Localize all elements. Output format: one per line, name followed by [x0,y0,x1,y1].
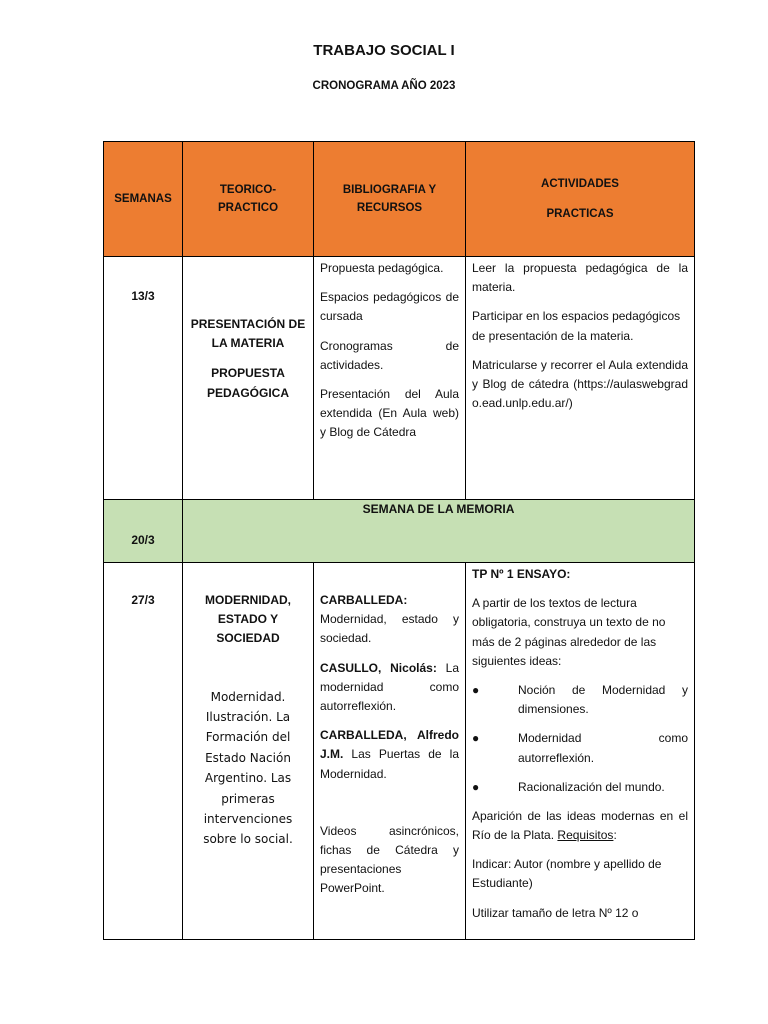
header-biblio-line1: BIBLIOGRAFIA Y [342,183,437,196]
activity-intro: A partir de los textos de lectura obligatoria, construya un texto de no más de 2 páginas alrededor de las siguientes ideas: [472,596,666,668]
requisitos-label: Requisitos [557,828,614,843]
biblio-author: CARBALLEDA, Alfredo J.M. [320,728,459,762]
activity-item: Leer la propuesta pedagógica de la materia. [472,261,688,295]
header-teorico-practico [183,142,314,257]
activity-paragraph [472,807,688,845]
biblio-item [320,659,459,717]
bullet-item [472,778,688,797]
bullet-text: Noción de Modernidad y dimensiones. [518,682,688,717]
biblio-item: Presentación del Aula extendida (En Aula web) y Blog de Cátedra [320,386,459,440]
table-row [104,257,695,500]
bullet-item [472,681,688,719]
biblio-item [320,591,459,649]
topic-line: MODERNIDAD, [205,593,291,607]
activities-cell [466,257,695,500]
header-actividades [466,142,695,257]
week-cell [104,563,183,940]
biblio-author: CARBALLEDA: [320,593,408,607]
topic-line: SOCIEDAD [216,631,280,646]
page-title: TRABAJO SOCIAL I [313,42,455,59]
header-teorico-line2: PRACTICO [217,202,279,214]
table-row-memoria [104,500,695,563]
header-bibliografia [314,142,466,257]
topic-line: PROPUESTA [211,366,285,381]
biblio-title: La modernidad como autorreflexión. [320,660,459,713]
topic-line: LA MATERIA [211,336,285,351]
week-label: 27/3 [131,593,155,607]
topic-line: ESTADO Y [217,612,279,627]
biblio-title: Las Puertas de la Modernidad. [320,747,459,781]
bullet-item [472,729,688,767]
activity-indicar: Indicar: Autor (nombre y apellido de Estudiante) [472,857,662,891]
biblio-title: Modernidad, estado y sociedad. [320,612,459,646]
memoria-label [183,500,695,563]
table-header-row [104,142,695,257]
topic-line: PRESENTACIÓN DE [190,317,306,331]
week-cell [104,257,183,500]
biblio-item: Espacios pedagógicos de cursada [320,290,459,324]
biblio-cell [314,563,466,940]
activity-para-text: Aparición de las ideas modernas en el Río de la Plata. [472,808,688,843]
activity-utilizar: Utilizar tamaño de letra Nº 12 o [472,905,639,920]
bullet-dot-icon: ● [472,682,480,697]
week-cell [104,500,183,563]
week-label: 20/3 [131,532,155,547]
activity-item: Matricularse y recorrer el Aula extendida y Blog de cátedra (https://aulaswebgrado.ead.unlp.edu.ar/) [472,357,688,411]
biblio-author: CASULLO, Nicolás: [320,660,437,675]
activity-title: TP Nº 1 ENSAYO: [472,567,571,581]
requisitos-colon: : [613,828,617,843]
header-act-line2: PRACTICAS [546,208,614,220]
header-teorico-line1: TEORICO- [219,183,277,196]
header-act-line1: ACTIVIDADES [541,177,619,190]
topic-cell [183,563,314,940]
page-subtitle: CRONOGRAMA AÑO 2023 [312,80,456,92]
header-semanas: SEMANAS [104,142,183,257]
topic-description: Modernidad. Ilustración. La Formación del Estado Nación Argentino. Las primeras intervenciones sobre lo social. [203,689,293,847]
biblio-item: Cronogramas de actividades. [320,338,459,372]
activities-cell [466,563,695,940]
table-row [104,563,695,940]
resources-text: Videos asincrónicos, fichas de Cátedra y presentaciones PowerPoint. [320,823,459,896]
bullet-text: Racionalización del mundo. [518,779,665,794]
bullet-text: Modernidad como autorreflexión. [518,731,688,765]
topic-cell [183,257,314,500]
biblio-cell [314,257,466,500]
memoria-text: SEMANA DE LA MEMORIA [362,502,515,516]
biblio-item: Propuesta pedagógica. [320,261,444,275]
week-label: 13/3 [131,289,155,303]
topic-line: PEDAGÓGICA [206,385,289,400]
biblio-item [320,726,459,784]
bullet-dot-icon: ● [472,731,480,746]
schedule-table [103,141,695,940]
activity-item: Participar en los espacios pedagógicos de presentación de la materia. [472,309,681,343]
header-biblio-line2: RECURSOS [356,202,423,214]
bullet-dot-icon: ● [472,779,480,794]
